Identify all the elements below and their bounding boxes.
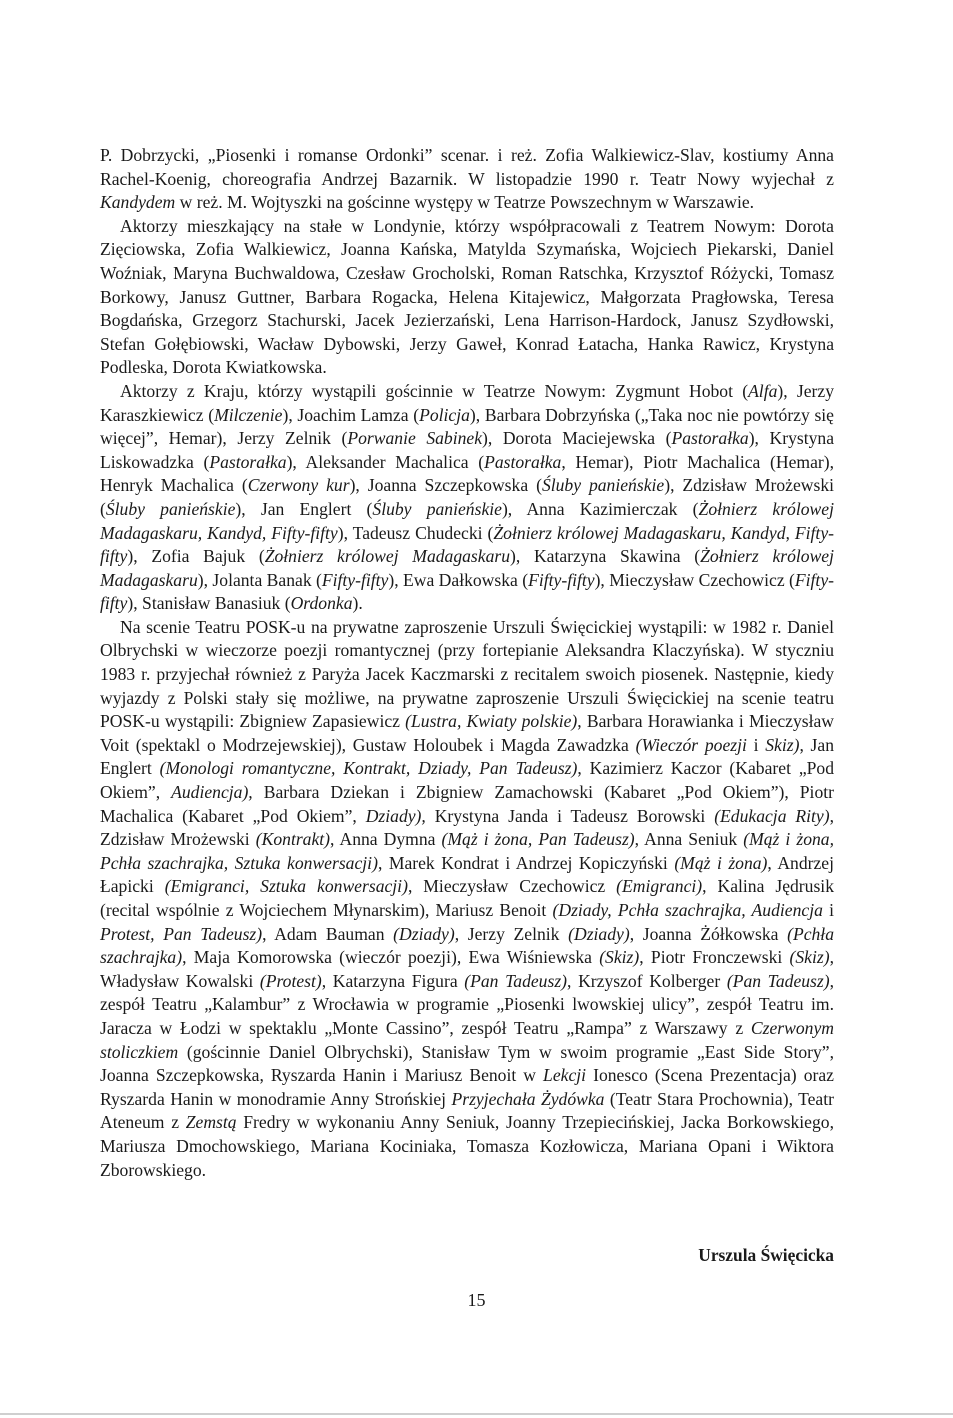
author-signature: Urszula Święcicka (698, 1245, 834, 1265)
page-body (100, 144, 834, 1182)
paragraph: Na scenie Teatru POSK-u na prywatne zaproszenie Urszuli Święcickiej wystąpili: w 1982 r. Daniel Olbrychski w wieczorze poezji romantycznej (przy fortepianie Aleksandra Klaczyńska). W styczniu 1983 r. przyjechał również z Paryża Jacek Kaczmarski z recitalem swoich piosenek. Następnie, kiedy wyjazdy z Polski stały się możliwe, na prywatne zaproszenie Urszuli Święcickiej na scenie teatru POSK-u wystąpili: Zbigniew Zapasiewicz (Lustra, Kwiaty polskie), Barbara Horawianka i Mieczysław Voit (spektakl o Modrzejewskiej), Gustaw Holoubek i Magda Zawadzka (Wieczór poezji i Skiz), Jan Englert (Monologi romantyczne, Kontrakt, Dziady, Pan Tadeusz), Kazimierz Kaczor (Kabaret „Pod Okiem”, Audiencja), Barbara Dziekan i Zbigniew Zamachowski (Kabaret „Pod Okiem”), Piotr Machalica (Kabaret „Pod Okiem”, Dziady), Krystyna Janda i Tadeusz Borowski (Edukacja Rity), Zdzisław Mrożewski (Kontrakt), Anna Dymna (Mąż i żona, Pan Tadeusz), Anna Seniuk (Mąż i żona, Pchła szachrajka, Sztuka konwersacji), Marek Kondrat i Andrzej Kopiczyński (Mąż i żona), Andrzej Łapicki (Emigranci, Sztuka konwersacji), Mieczysław Czechowicz (Emigranci), Kalina Jędrusik (recital wspólnie z Wojciechem Młynarskim), Mariusz Benoit (Dziady, Pchła szachrajka, Audiencja i Protest, Pan Tadeusz), Adam Bauman (Dziady), Jerzy Zelnik (Dziady), Joanna Żółkowska (Pchła szachrajka), Maja Komorowska (wieczór poezji), Ewa Wiśniewska (Skiz), Piotr Fronczewski (Skiz), Władysław Kowalski (Protest), Katarzyna Figura (Pan Tadeusz), Krzyszof Kolberger (Pan Tadeusz), zespół Teatru „Kalambur” z Wrocławia w programie „Piosenki lwowskiej ulicy”, zespół Teatru im. Jaracza w Łodzi w spektaklu „Monte Cassino”, zespół Teatru „Rampa” z Warszawy z Czerwonym stoliczkiem (gościnnie Daniel Olbrychski), Stanisław Tym w swoim programie „East Side Story”, Joanna Szczepkowska, Ryszarda Hanin i Mariusz Benoit w Lekcji Ionesco (Scena Prezentacja) oraz Ryszarda Hanin w monodramie Anny Strońskiej Przyjechała Żydówka (Teatr Stara Prochownia), Teatr Ateneum z Zemstą Fredry w wykonaniu Anny Seniuk, Joanny Trzepiecińskiej, Jacka Borkowskiego, Mariusza Dmochowskiego, Mariana Kociniaka, Tomasza Kozłowicza, Mariana Opani i Wiktora Zborowskiego. (100, 616, 835, 1180)
page-number: 15 (467, 1290, 486, 1310)
paragraph: Aktorzy mieszkający na stałe w Londynie, którzy współpracowali z Teatrem Nowym: Dorota Zięciowska, Zofia Walkiewicz, Joanna Kańska, Matylda Szymańska, Wojciech Piekarski, Daniel Woźniak, Maryna Buchwaldowa, Czesław Grocholski, Roman Ratschka, Krzysztof Różycki, Tomasz Borkowy, Janusz Guttner, Barbara Rogacka, Helena Kitajewicz, Małgorzata Pragłowska, Teresa Bogdańska, Grzegorz Stachurski, Jacek Jezierzański, Lena Harrison-Hardock, Janusz Szydłowski, Stefan Gołębiowski, Wacław Dybowski, Jerzy Gaweł, Konrad Łatacha, Hanka Rawicz, Krystyna Podleska, Dorota Kwiatkowska. (100, 215, 834, 378)
paragraph: P. Dobrzycki, „Piosenki i romanse Ordonki” scenar. i reż. Zofia Walkiewicz-Slav, kostiumy Anna Rachel-Koenig, choreografia Andrzej Bazarnik. W listopadzie 1990 r. Teatr Nowy wyjechał z Kandydem w reż. M. Wojtyszki na gościnne występy w Teatrze Powszechnym w Warszawie. (100, 145, 834, 213)
bottom-edge-rule (0, 1413, 953, 1415)
paragraph: Aktorzy z Kraju, którzy wystąpili gościnnie w Teatrze Nowym: Zygmunt Hobot (Alfa), Jerzy Karaszkiewicz (Milczenie), Joachim Lamza (Policja), Barbara Dobrzyńska („Taka noc nie powtórzy się więcej”, Hemar), Jerzy Zelnik (Porwanie Sabinek), Dorota Maciejewska (Pastorałka), Krystyna Liskowadzka (Pastorałka), Aleksander Machalica (Pastorałka, Hemar), Piotr Machalica (Hemar), Henryk Machalica (Czerwony kur), Joanna Szczepkowska (Śluby panieńskie), Zdzisław Mrożewski (Śluby panieńskie), Jan Englert (Śluby panieńskie), Anna Kazimierczak (Żołnierz królowej Madagaskaru, Kandyd, Fifty-fifty), Tadeusz Chudecki (Żołnierz królowej Madagaskaru, Kandyd, Fifty-fifty), Zofia Bajuk (Żołnierz królowej Madagaskaru), Katarzyna Skawina (Żołnierz królowej Madagaskaru), Jolanta Banak (Fifty-fifty), Ewa Dałkowska (Fifty-fifty), Mieczysław Czechowicz (Fifty-fifty), Stanisław Banasiuk (Ordonka). (100, 380, 835, 614)
